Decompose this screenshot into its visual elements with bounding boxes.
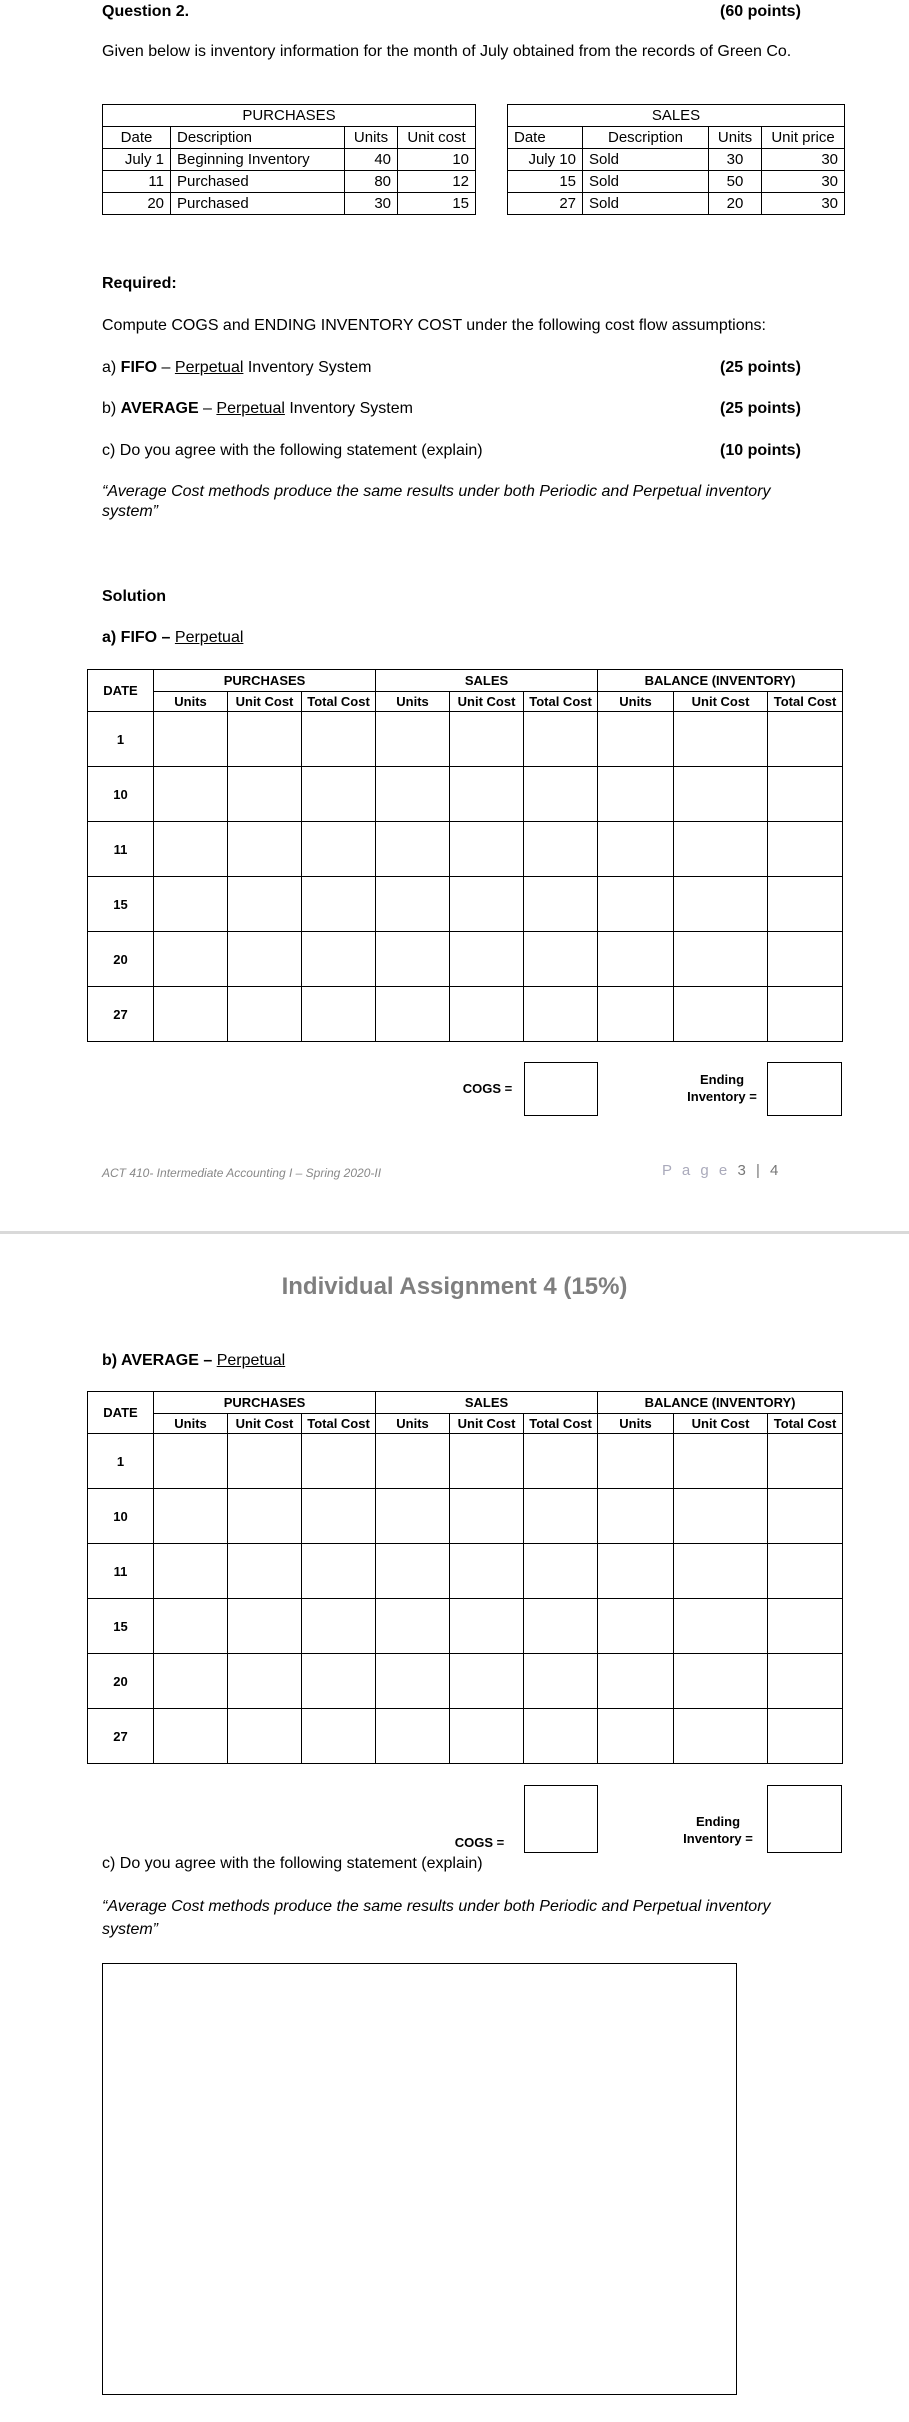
entry-cell[interactable] <box>154 1434 228 1489</box>
table-row <box>88 822 843 877</box>
requirement-a-points: (25 points) <box>720 359 801 376</box>
requirement-b-prefix: b) <box>102 400 121 417</box>
table-cell: 40 <box>345 149 398 171</box>
entry-cell[interactable] <box>598 877 674 932</box>
sales-table <box>507 104 845 215</box>
ending-inventory-input-box[interactable] <box>767 1062 842 1116</box>
date-cell: 27 <box>88 1709 154 1764</box>
footer-page-number: 3 | 4 <box>737 1162 782 1179</box>
requirement-c: c) Do you agree with the following statement (explain) <box>102 442 483 459</box>
entry-cell[interactable] <box>674 877 768 932</box>
requirement-a-dash: – <box>157 359 175 376</box>
entry-cell[interactable] <box>154 987 228 1042</box>
table-cell: 11 <box>103 171 171 193</box>
entry-cell[interactable] <box>674 767 768 822</box>
entry-cell[interactable] <box>450 712 524 767</box>
subheader-unit-cost: Unit Cost <box>674 692 768 712</box>
solution-heading: Solution <box>102 588 166 605</box>
table-row <box>88 987 843 1042</box>
solution-c-quote: “Average Cost methods produce the same results under both Periodic and Perpetual inventory system” <box>102 1898 771 1938</box>
entry-cell[interactable] <box>598 1654 674 1709</box>
table-cell: Beginning Inventory <box>171 149 345 171</box>
requirement-quote: “Average Cost methods produce the same results under both Periodic and Perpetual inventory system” <box>102 483 771 520</box>
subheader-total-cost: Total Cost <box>768 692 843 712</box>
page-title: Individual Assignment 4 (15%) <box>281 1273 628 1300</box>
entry-cell[interactable] <box>154 1489 228 1544</box>
ending-label-line1: Ending <box>699 1072 745 1087</box>
entry-cell[interactable] <box>228 1709 302 1764</box>
sales-header-date: Date <box>508 127 583 149</box>
table-row <box>88 877 843 932</box>
entry-cell[interactable] <box>302 1599 376 1654</box>
table-row <box>103 149 476 171</box>
entry-cell[interactable] <box>768 1599 843 1654</box>
worksheet-purchases-header: PURCHASES <box>154 670 376 692</box>
purchases-header-unit-cost: Unit cost <box>398 127 476 149</box>
entry-cell[interactable] <box>598 932 674 987</box>
entry-cell[interactable] <box>450 767 524 822</box>
table-row <box>508 193 845 215</box>
entry-cell[interactable] <box>674 1654 768 1709</box>
sales-caption: SALES <box>508 105 845 127</box>
worksheet-balance-header: BALANCE (INVENTORY) <box>598 1392 843 1414</box>
date-cell: 1 <box>88 1434 154 1489</box>
table-row <box>88 1599 843 1654</box>
entry-cell[interactable] <box>598 1434 674 1489</box>
entry-cell[interactable] <box>228 1654 302 1709</box>
requirement-c-points: (10 points) <box>720 442 801 459</box>
table-cell: 30 <box>762 171 845 193</box>
entry-cell[interactable] <box>154 1544 228 1599</box>
entry-cell[interactable] <box>674 1489 768 1544</box>
sales-header-description: Description <box>583 127 709 149</box>
requirement-a-suffix: Inventory System <box>243 359 372 376</box>
entry-cell[interactable] <box>768 987 843 1042</box>
ending-label-line2: Inventory = <box>687 1089 757 1104</box>
entry-cell[interactable] <box>524 932 598 987</box>
entry-cell[interactable] <box>524 877 598 932</box>
subheader-unit-cost: Unit Cost <box>228 692 302 712</box>
entry-cell[interactable] <box>524 1434 598 1489</box>
ending-inventory-input-box[interactable] <box>767 1785 842 1853</box>
table-cell: 80 <box>345 171 398 193</box>
requirement-b <box>102 399 413 419</box>
entry-cell[interactable] <box>376 1489 450 1544</box>
subheader-unit-cost: Unit Cost <box>228 1414 302 1434</box>
cogs-label: COGS = <box>454 1835 505 1850</box>
fifo-worksheet <box>87 669 843 1042</box>
table-row <box>88 1544 843 1599</box>
table-cell: Purchased <box>171 193 345 215</box>
table-row <box>88 1709 843 1764</box>
ending-inventory-label <box>668 1813 768 1847</box>
table-row <box>88 1489 843 1544</box>
purchases-caption: PURCHASES <box>103 105 476 127</box>
requirement-a-system: Perpetual <box>174 359 244 376</box>
requirement-a-prefix: a) <box>102 359 121 376</box>
entry-cell[interactable] <box>154 822 228 877</box>
entry-cell[interactable] <box>450 822 524 877</box>
purchases-header-units: Units <box>345 127 398 149</box>
entry-cell[interactable] <box>154 1599 228 1654</box>
table-cell: 15 <box>508 171 583 193</box>
table-row <box>103 193 476 215</box>
date-cell: 11 <box>88 1544 154 1599</box>
entry-cell[interactable] <box>598 822 674 877</box>
entry-cell[interactable] <box>228 1489 302 1544</box>
entry-cell[interactable] <box>376 877 450 932</box>
requirement-b-method: AVERAGE <box>120 400 199 417</box>
table-row <box>88 712 843 767</box>
solution-a-label-system: Perpetual <box>174 629 244 646</box>
worksheet-purchases-header: PURCHASES <box>154 1392 376 1414</box>
entry-cell[interactable] <box>376 822 450 877</box>
date-cell: 15 <box>88 877 154 932</box>
entry-cell[interactable] <box>154 877 228 932</box>
entry-cell[interactable] <box>524 1544 598 1599</box>
cogs-label: COGS = <box>462 1081 513 1096</box>
entry-cell[interactable] <box>376 987 450 1042</box>
solution-b-label-prefix: b) AVERAGE – <box>102 1352 217 1369</box>
entry-cell[interactable] <box>768 932 843 987</box>
entry-cell[interactable] <box>598 1544 674 1599</box>
subheader-total-cost: Total Cost <box>302 692 376 712</box>
footer-page-word: P a g e <box>662 1162 738 1179</box>
worksheet-date-header: DATE <box>88 1392 154 1434</box>
requirement-b-system: Perpetual <box>216 400 285 417</box>
worksheet-sales-header: SALES <box>376 670 598 692</box>
date-cell: 11 <box>88 822 154 877</box>
solution-b-label <box>102 1351 285 1371</box>
entry-cell[interactable] <box>154 767 228 822</box>
entry-cell[interactable] <box>598 1599 674 1654</box>
entry-cell[interactable] <box>302 822 376 877</box>
table-cell: Sold <box>583 149 709 171</box>
entry-cell[interactable] <box>674 932 768 987</box>
entry-cell[interactable] <box>768 1709 843 1764</box>
entry-cell[interactable] <box>768 822 843 877</box>
entry-cell[interactable] <box>524 822 598 877</box>
entry-cell[interactable] <box>598 767 674 822</box>
entry-cell[interactable] <box>154 1709 228 1764</box>
entry-cell[interactable] <box>376 1544 450 1599</box>
subheader-unit-cost: Unit Cost <box>674 1414 768 1434</box>
entry-cell[interactable] <box>302 987 376 1042</box>
ending-label-line1: Ending <box>695 1814 741 1829</box>
table-cell: 30 <box>345 193 398 215</box>
entry-cell[interactable] <box>598 987 674 1042</box>
entry-cell[interactable] <box>228 1599 302 1654</box>
entry-cell[interactable] <box>674 1434 768 1489</box>
table-row <box>508 171 845 193</box>
table-cell: Sold <box>583 193 709 215</box>
purchases-header-description: Description <box>171 127 345 149</box>
entry-cell[interactable] <box>524 712 598 767</box>
entry-cell[interactable] <box>768 1434 843 1489</box>
subheader-total-cost: Total Cost <box>302 1414 376 1434</box>
subheader-unit-cost: Unit Cost <box>450 1414 524 1434</box>
table-cell: Sold <box>583 171 709 193</box>
subheader-units: Units <box>154 692 228 712</box>
entry-cell[interactable] <box>598 1489 674 1544</box>
entry-cell[interactable] <box>228 712 302 767</box>
sales-header-unit-price: Unit price <box>762 127 845 149</box>
date-cell: 20 <box>88 932 154 987</box>
entry-cell[interactable] <box>524 1489 598 1544</box>
table-cell: 30 <box>709 149 762 171</box>
entry-cell[interactable] <box>450 932 524 987</box>
table-cell: July 1 <box>103 149 171 171</box>
subheader-units: Units <box>598 692 674 712</box>
entry-cell[interactable] <box>598 712 674 767</box>
entry-cell[interactable] <box>302 767 376 822</box>
table-cell: 27 <box>508 193 583 215</box>
entry-cell[interactable] <box>674 712 768 767</box>
page-divider <box>0 1231 909 1234</box>
solution-a-label <box>102 628 243 648</box>
table-cell: 50 <box>709 171 762 193</box>
entry-cell[interactable] <box>674 1599 768 1654</box>
entry-cell[interactable] <box>376 1709 450 1764</box>
entry-cell[interactable] <box>598 1709 674 1764</box>
entry-cell[interactable] <box>450 877 524 932</box>
table-cell: 20 <box>103 193 171 215</box>
purchases-header-date: Date <box>103 127 171 149</box>
question-title: Question 2. <box>102 3 190 20</box>
table-row <box>88 767 843 822</box>
entry-cell[interactable] <box>154 1654 228 1709</box>
worksheet-date-header: DATE <box>88 670 154 712</box>
table-cell: 30 <box>762 193 845 215</box>
entry-cell[interactable] <box>228 1434 302 1489</box>
entry-cell[interactable] <box>450 1654 524 1709</box>
entry-cell[interactable] <box>450 1599 524 1654</box>
requirement-a <box>102 358 371 378</box>
entry-cell[interactable] <box>302 1709 376 1764</box>
table-row <box>88 1434 843 1489</box>
date-cell: 1 <box>88 712 154 767</box>
entry-cell[interactable] <box>154 712 228 767</box>
entry-cell[interactable] <box>450 1434 524 1489</box>
subheader-total-cost: Total Cost <box>524 692 598 712</box>
average-worksheet <box>87 1391 843 1764</box>
worksheet-sales-header: SALES <box>376 1392 598 1414</box>
entry-cell[interactable] <box>228 877 302 932</box>
entry-cell[interactable] <box>524 1709 598 1764</box>
worksheet-balance-header: BALANCE (INVENTORY) <box>598 670 843 692</box>
date-cell: 10 <box>88 767 154 822</box>
answer-box[interactable] <box>102 1963 737 2395</box>
entry-cell[interactable] <box>302 877 376 932</box>
table-row <box>88 932 843 987</box>
table-cell: 12 <box>398 171 476 193</box>
entry-cell[interactable] <box>228 822 302 877</box>
table-cell: 15 <box>398 193 476 215</box>
required-instruction: Compute COGS and ENDING INVENTORY COST under the following cost flow assumptions: <box>102 317 766 334</box>
subheader-units: Units <box>598 1414 674 1434</box>
entry-cell[interactable] <box>302 1544 376 1599</box>
required-heading: Required: <box>102 275 177 292</box>
entry-cell[interactable] <box>674 1544 768 1599</box>
requirement-b-suffix: Inventory System <box>284 400 413 417</box>
entry-cell[interactable] <box>376 1599 450 1654</box>
footer-course: ACT 410- Intermediate Accounting I – Spring 2020-II <box>102 1166 382 1180</box>
table-cell: 20 <box>709 193 762 215</box>
table-cell: July 10 <box>508 149 583 171</box>
subheader-units: Units <box>154 1414 228 1434</box>
entry-cell[interactable] <box>302 1489 376 1544</box>
table-cell: Purchased <box>171 171 345 193</box>
entry-cell[interactable] <box>228 987 302 1042</box>
entry-cell[interactable] <box>376 767 450 822</box>
question-intro: Given below is inventory information for the month of July obtained from the records of Green Co. <box>102 43 792 60</box>
entry-cell[interactable] <box>524 987 598 1042</box>
table-cell: 10 <box>398 149 476 171</box>
solution-b-label-system: Perpetual <box>216 1352 286 1369</box>
subheader-unit-cost: Unit Cost <box>450 692 524 712</box>
subheader-total-cost: Total Cost <box>768 1414 843 1434</box>
question-points: (60 points) <box>720 3 801 20</box>
entry-cell[interactable] <box>674 822 768 877</box>
table-row <box>103 171 476 193</box>
entry-cell[interactable] <box>524 1654 598 1709</box>
table-row <box>508 149 845 171</box>
entry-cell[interactable] <box>302 1434 376 1489</box>
entry-cell[interactable] <box>768 1544 843 1599</box>
solution-c-text: c) Do you agree with the following statement (explain) <box>102 1855 483 1872</box>
ending-label-line2: Inventory = <box>683 1831 753 1846</box>
date-cell: 20 <box>88 1654 154 1709</box>
entry-cell[interactable] <box>768 1654 843 1709</box>
entry-cell[interactable] <box>228 767 302 822</box>
footer-page <box>662 1162 781 1179</box>
entry-cell[interactable] <box>524 767 598 822</box>
cogs-input-box[interactable] <box>524 1785 598 1853</box>
entry-cell[interactable] <box>302 932 376 987</box>
ending-inventory-label <box>672 1071 772 1105</box>
sales-header-units: Units <box>709 127 762 149</box>
cogs-input-box[interactable] <box>524 1062 598 1116</box>
purchases-table <box>102 104 476 215</box>
entry-cell[interactable] <box>674 987 768 1042</box>
requirement-a-method: FIFO <box>120 359 158 376</box>
subheader-units: Units <box>376 692 450 712</box>
entry-cell[interactable] <box>302 712 376 767</box>
entry-cell[interactable] <box>768 767 843 822</box>
entry-cell[interactable] <box>768 877 843 932</box>
entry-cell[interactable] <box>228 932 302 987</box>
entry-cell[interactable] <box>450 1544 524 1599</box>
entry-cell[interactable] <box>154 932 228 987</box>
requirement-b-points: (25 points) <box>720 400 801 417</box>
subheader-total-cost: Total Cost <box>524 1414 598 1434</box>
entry-cell[interactable] <box>768 1489 843 1544</box>
subheader-units: Units <box>376 1414 450 1434</box>
solution-a-label-prefix: a) FIFO – <box>102 629 175 646</box>
table-cell: 30 <box>762 149 845 171</box>
entry-cell[interactable] <box>376 1434 450 1489</box>
entry-cell[interactable] <box>376 932 450 987</box>
entry-cell[interactable] <box>302 1654 376 1709</box>
entry-cell[interactable] <box>524 1599 598 1654</box>
entry-cell[interactable] <box>450 1709 524 1764</box>
date-cell: 10 <box>88 1489 154 1544</box>
entry-cell[interactable] <box>768 712 843 767</box>
entry-cell[interactable] <box>450 987 524 1042</box>
entry-cell[interactable] <box>376 1654 450 1709</box>
entry-cell[interactable] <box>376 712 450 767</box>
entry-cell[interactable] <box>674 1709 768 1764</box>
table-row <box>88 1654 843 1709</box>
date-cell: 27 <box>88 987 154 1042</box>
entry-cell[interactable] <box>228 1544 302 1599</box>
requirement-b-dash: – <box>198 400 217 417</box>
entry-cell[interactable] <box>450 1489 524 1544</box>
date-cell: 15 <box>88 1599 154 1654</box>
